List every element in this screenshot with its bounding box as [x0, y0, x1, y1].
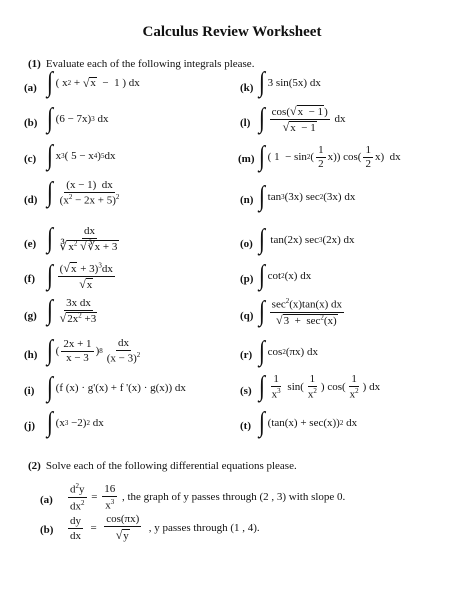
- problem-o-label: (o): [240, 238, 253, 250]
- problem-c-expression: ∫ x 3 ( 5 − x 4 ) 5 dx: [46, 140, 116, 171]
- problem-a-label: (a): [24, 82, 37, 94]
- problem-k-label: (k): [240, 82, 254, 94]
- problem-t-label: (t): [240, 420, 251, 432]
- problem-n-label: (n): [240, 194, 254, 206]
- ode-a-condition: , the graph of y passes through (2 , 3) with slope 0.: [121, 491, 346, 504]
- problem-e-expression: ∫ $\frac{dx}{∛x^2 √∛x + 3}$: [46, 223, 118, 255]
- problem-j-label: (j): [24, 420, 35, 432]
- problem-e-label: (e): [24, 238, 37, 250]
- problem-f-label: (f): [24, 273, 35, 285]
- problem-d-expression: ∫ $\frac{(x - 1) dx}{(x^2 - 2x + 5)^2}$: [46, 177, 120, 209]
- section-2-number: (2): [28, 460, 41, 472]
- problem-q-label: (q): [240, 310, 254, 322]
- section-1-number: (1): [28, 58, 41, 70]
- problem-b-expression: ∫ (6 − 7x) 3 dx: [46, 103, 109, 134]
- worksheet-title: Calculus Review Worksheet: [142, 24, 322, 40]
- ode-b-label: (b): [40, 524, 54, 536]
- problem-r-label: (r): [240, 349, 253, 361]
- section-1-text: Evaluate each of the following integrals please.: [45, 58, 255, 70]
- ode-a-expression: $\frac{d^2y}{dx^2}$ = $\frac{16}{x^3}$ , the graph of y passes through (2 , 3) with slope 0.: [70, 482, 346, 513]
- problem-o-expression: ∫ tan(2x) sec 3 (2x) dx: [258, 224, 355, 255]
- problem-l-expression: ∫ $\frac{\cos(√x - 1)}{√x - 1}$ dx: [258, 103, 346, 135]
- section-1-instructions: [28, 58, 254, 70]
- problem-n-expression: ∫ tan 3 (3x) sec 2 (3x) dx: [258, 181, 356, 212]
- section-2-text: Solve each of the following differential equations please.: [45, 460, 297, 472]
- problem-m-label: (m): [238, 153, 255, 165]
- problem-i-expression: ∫ (f (x) · g'(x) + f '(x) · g(x)) dx: [46, 372, 186, 403]
- section-2-instructions: [28, 460, 297, 472]
- problem-l-label: (l): [240, 117, 251, 129]
- ode-b-expression: $\frac{dy}{dx}$ = $\frac{\cos(\pi x)}{√y}$ , y passes through (1 , 4).: [70, 513, 260, 542]
- ode-b-condition: , y passes through (1 , 4).: [148, 522, 260, 534]
- problem-j-expression: ∫ (x 3 −2) 2 dx: [46, 407, 104, 438]
- problem-m-expression: ∫ ( 1 − sin 2 ( $\frac{1}{2}$ x)) cos( $\frac{1}{2}$ x) dx: [258, 141, 401, 173]
- problem-c-label: (c): [24, 153, 37, 165]
- ode-a-label: (a): [40, 494, 53, 506]
- problem-s-label: (s): [240, 385, 252, 397]
- problem-h-expression: ∫ ( $\frac{2x + 1}{x - 3}$ ) 8 $\frac{dx}{(x - 3)^2}$: [46, 335, 141, 367]
- problem-b-label: (b): [24, 117, 38, 129]
- problem-q-expression: ∫ $\frac{\sec^2(x)\tan(x) dx}{√3 + \sec^2(x)}$: [258, 296, 343, 328]
- problem-i-label: (i): [24, 385, 35, 397]
- problem-d-label: (d): [24, 194, 38, 206]
- problem-r-expression: ∫ cos 2 (πx) dx: [258, 336, 318, 367]
- problem-s-expression: ∫ $\frac{1}{x^3}$ sin( $\frac{1}{x^2}$ ) cos( $\frac{1}{x^2}$ ) dx: [258, 371, 381, 403]
- problem-t-expression: ∫ (tan(x) + sec(x)) 2 dx: [258, 407, 358, 438]
- problem-h-label: (h): [24, 349, 38, 361]
- problem-g-expression: ∫ $\frac{\text{3x dx}}{√2x^2 +3}$: [46, 295, 97, 327]
- problem-p-expression: ∫ cot 2 (x) dx: [258, 260, 312, 291]
- problem-p-label: (p): [240, 273, 254, 285]
- problem-k-expression: ∫ 3 sin(5x) dx: [258, 67, 321, 98]
- problem-f-expression: ∫ $\frac{(√x + 3)^3dx}{√x}$: [46, 260, 113, 292]
- problem-a-expression: ∫ ( x 2 + √ x − 1 ) dx: [46, 67, 140, 98]
- problem-g-label: (g): [24, 310, 37, 322]
